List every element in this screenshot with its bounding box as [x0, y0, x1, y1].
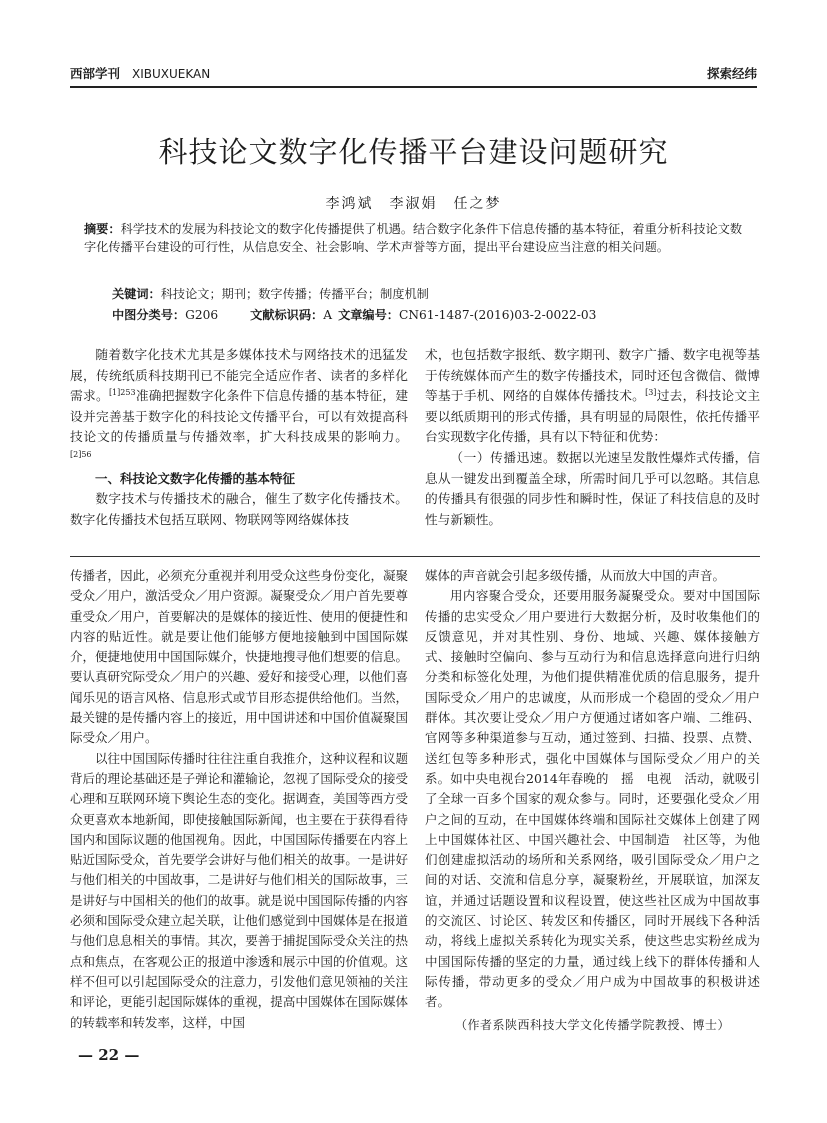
section-heading: 一、科技论文数字化传播的基本特征 [95, 470, 296, 486]
journal-name-en: XIBUXUEKAN [132, 67, 211, 81]
paragraph: （一）传播迅速。数据以光速呈发散性爆炸式传播，信息从一键发出到覆盖全球，所需时间几乎可以忽略。其信息的传播具有很强的同步性和瞬时性，保证了科技信息的及时性与新颖性。 [425, 449, 761, 527]
paragraph: 以往中国国际传播时往往注重自我推介，这种议程和议题背后的理论基础还是子弹论和灌输论，忽视了国际受众的接受心理和互联网环境下舆论生态的变化。据调查，美国等西方受众更喜欢本地新闻，即使接触国际新闻，也主要在于获得看待国内和国际议题的他国视角。因此，中国国际传播要在内容上贴近国际受众，首先要学会讲好与他们相关的故事。一是讲好与他们相关的中国故事，二是讲好与他们相关的国际故事，三是讲好与中国相关的他们的故事。就是说中国国际传播的内容必须和国际受众建立起关联，让他们感觉到中国媒体是在报道与他们息息相关的事情。其次，要善于捕捉国际受众关注的热点和焦点，在客观公正的报道中渗透和展示中国的价值观。这样不但可以引起国际受众的注意力，引发他们意见领袖的关注和评论，更能引起国际媒体的重视，提高中国媒体在国际媒体的转载率和转发率，这样，中国 [70, 750, 408, 1030]
paragraph: 术，也包括数字报纸、数字期刊、数字广播、数字电视等基于传统媒体而产生的数字传播技术，同时还包含微信、微博等基于手机、网络的自媒体传播技术。[3]过去，科技论文主要以纸质期刊的形式传播，具有明显的局限性，依托传播平台实现数字化传播，具有以下特征和优势： [425, 347, 761, 445]
top-right-column [425, 345, 760, 530]
abstract [84, 220, 749, 256]
citation: [3] [645, 387, 657, 397]
abstract-text: 科学技术的发展为科技论文的数字化传播提供了机遇。结合数字化条件下信息传播的基本特征，着重分析科技论文数字化传播平台建设的可行性，从信息安全、社会影响、学术声誉等方面，提出平台建设应当注意的相关问题。 [84, 222, 743, 254]
bottom-right-column [425, 566, 760, 1013]
article-title: 科技论文数字化传播平台建设问题研究 [158, 135, 669, 169]
bottom-left-column [70, 566, 408, 1033]
doc-code-value: A [323, 308, 333, 322]
journal-name-cn: 西部学刊 [70, 66, 121, 81]
paragraph: 传播者，因此，必须充分重视并利用受众这些身份变化，凝聚受众／用户，激活受众／用户资源。凝聚受众／用户首先要尊重受众／用户，首要解决的是媒体的接近性、使用的便捷性和内容的贴近性。就是要让他们能够方便地接触到中国国际媒介，便捷地使用中国国际媒介，快捷地搜寻他们想要的信息。要认真研究际受众／用户的兴趣、爱好和接受心理，以他们喜闻乐见的语言风格、信息形式或节目形态提供给他们。当然，最关键的是传播内容上的接近，用中国讲述和中国价值凝聚国际受众／用户。 [70, 568, 408, 746]
keywords-label: 关键词： [112, 287, 161, 301]
paragraph: 用内容聚合受众，还要用服务凝聚受众。要对中国国际传播的忠实受众／用户要进行大数据分析，及时收集他们的反馈意见，并对其性别、身份、地域、兴趣、媒体接触方式、接触时空偏向、参与互动行为和信息选择意向进行归纳分类和标签化处理，为他们提供精准优质的信息服务，提升国际受众／用户的忠诚度，从而形成一个稳固的受众／用户群体。其次要让受众／用户方便通过诸如客户端、二维码、官网等多种渠道参与互动，通过签到、扫描、投票、点赞、送红包等多种形式，强化中国媒体与国际受众／用户的关系。如中央电视台2014年春晚的 摇 电视 活动，就吸引了全球一百多个国家的观众参与。同时，还要强化受众／用户之间的互动，在中国媒体终端和国际社交媒体上创建了网上中国媒体社区、中国兴趣社会、中国制造 社区等，为他们创建虚拟活动的场所和关系网络，吸引国际受众／用户之间的对话、交流和信息分享，凝聚粉丝，开展联谊，加深友谊，并通过话题设置和议程设置，使这些社区成为中国故事的交流区、讨论区、转发区和传播区，同时开展线下各种活动，将线上虚拟关系转化为现实关系，使这些忠实粉丝成为中国国际传播的坚定的力量，通过线上线下的群体传播和人际传播，带动更多的受众／用户成为中国故事的积极讲述者。 [425, 588, 760, 1010]
keywords [112, 285, 752, 303]
authors: 李鸿斌 李淑娟 任之梦 [325, 196, 502, 212]
clc-label: 中图分类号： [112, 308, 186, 322]
clc-value: G206 [185, 308, 219, 322]
article-number-label: 文章编号： [338, 308, 399, 322]
citation: [1]253 [108, 387, 136, 397]
header-rule [70, 86, 757, 88]
journal-header [70, 64, 210, 84]
keywords-text: 科技论文；期刊；数字传播；传播平台；制度机制 [160, 287, 429, 301]
column-name: 探索经纬 [706, 66, 757, 81]
section-divider [70, 556, 760, 557]
citation: [2]56 [70, 449, 92, 459]
paragraph: 媒体的声音就会引起多级传播，从而放大中国的声音。 [425, 568, 726, 583]
doc-code-label: 文献标识码： [250, 308, 324, 322]
article-number-value: CN61-1487-(2016)03-2-0022-03 [399, 308, 597, 322]
subsection-heading: （一）传播迅速。 [450, 449, 557, 465]
paragraph: 数字技术与传播技术的融合，催生了数字化传播技术。数字化传播技术包括互联网、物联网等网络媒体技 [70, 491, 408, 527]
abstract-label: 摘要： [84, 222, 121, 236]
top-left-column [70, 345, 408, 530]
paragraph: 随着数字化技术尤其是多媒体技术与网络技术的迅猛发展，传统纸质科技期刊已不能完全适应作者、读者的多样化需求。$^{[1]253}$准确把握数字化条件下信息传播的基本特征，建设并完善基于数字化的科技论文传播平台，可以有效提高科技论文的传播质量与传播效率，扩大科技成果的影响力。$^{[2]56}$ [70, 347, 409, 459]
author-note: （作者系陕西科技大学文化传播学院教授、博士） [454, 1018, 730, 1032]
classification-line [112, 306, 752, 324]
page-number: — 22 — [78, 1046, 140, 1064]
